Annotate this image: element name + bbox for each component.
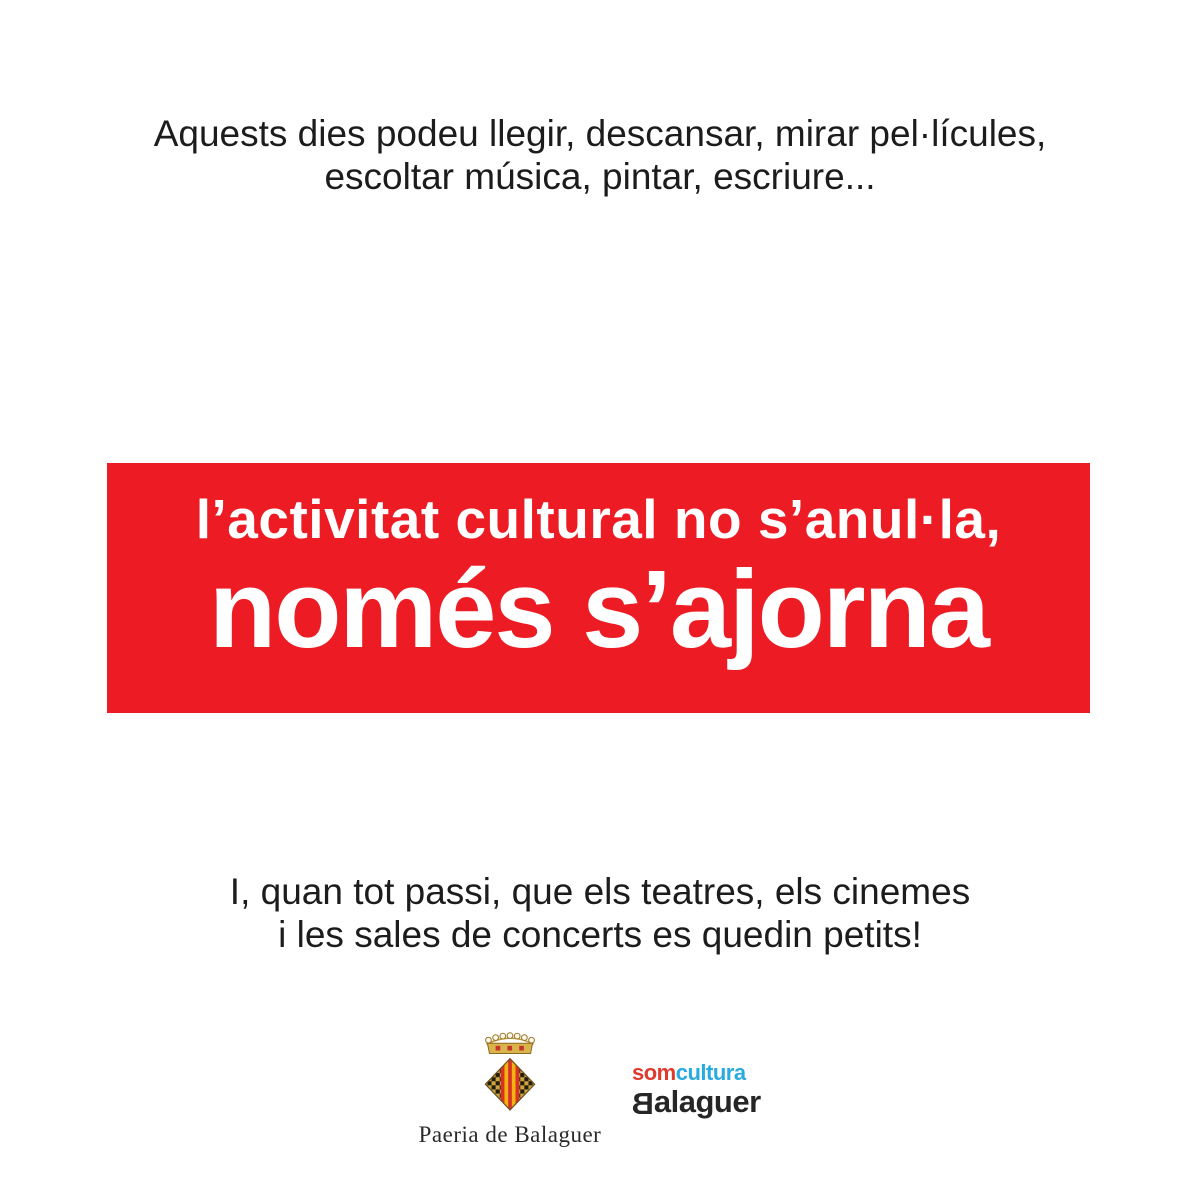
intro-line-1: Aquests dies podeu llegir, descansar, mirar pel·lícules, [153,113,1047,154]
outro-line-1: I, quan tot passi, que els teatres, els cinemes [229,871,971,912]
intro-text [0,112,1200,198]
intro-line-2: escoltar música, pintar, escriure... [324,156,876,197]
balaguer-coat-of-arms-icon [479,1032,541,1112]
balaguer-mirrored-b: B [632,1086,654,1121]
somcultura-wordmark [632,1062,761,1084]
balaguer-rest: alaguer [653,1084,761,1119]
highlight-banner [107,463,1090,713]
som-text: som [632,1060,676,1085]
paeria-label: Paeria de Balaguer [418,1122,602,1147]
banner-line-1: l’activitat cultural no s’anul·la, [195,488,1002,550]
cultura-text: cultura [675,1060,746,1085]
outro-text [0,870,1200,956]
crown-icon [486,1033,535,1054]
shield-icon [485,1059,534,1110]
banner-line-2: només s’ajorna [209,548,988,671]
paeria-logo [408,1032,612,1148]
somcultura-logo [632,1060,761,1121]
balaguer-wordmark [632,1084,761,1121]
outro-line-2: i les sales de concerts es quedin petits! [278,914,922,955]
